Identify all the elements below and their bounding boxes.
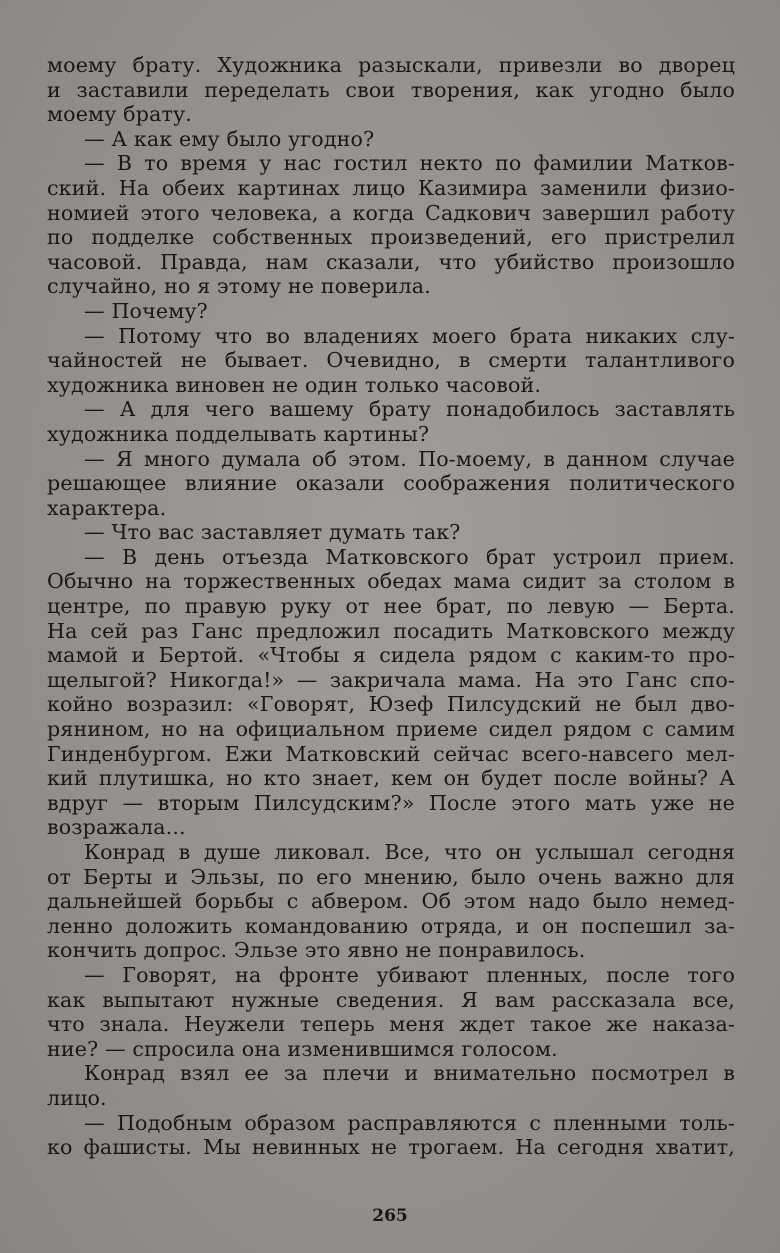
text-line: Обычно на торжественных обедах мама сидит за столом в: [47, 569, 735, 594]
text-line: чайностей не бывает. Очевидно, в смерти талантливого: [47, 348, 735, 373]
text-line: Конрад взял ее за плечи и внимательно посмотрел в: [84, 1061, 735, 1086]
text-line: — В день отъезда Матковского брат устроил прием.: [84, 544, 735, 569]
text-line: На сей раз Ганс предложил посадить Матковского между: [47, 618, 735, 643]
text-line: от Берты и Эльзы, по его мнению, было очень важно для: [47, 864, 735, 889]
text-line: — Я много думала об этом. По-моему, в данном случае: [84, 446, 735, 471]
text-line: — Почему?: [84, 298, 208, 323]
text-line: часовой. Правда, нам сказали, что убийство произошло: [47, 249, 735, 274]
text-line: характера.: [47, 495, 167, 520]
text-line: ние? — спросила она изменившимся голосом.: [47, 1036, 558, 1061]
text-line: и заставили переделать свои творения, как угодно было: [47, 77, 735, 102]
text-line: дальнейшей борьбы с абвером. Об этом надо было немед-: [47, 889, 735, 914]
text-line: — А как ему было угодно?: [84, 126, 375, 151]
text-line: художника подделывать картины?: [47, 421, 430, 446]
text-line: ленно доложить командованию отряда, и он поспешил за-: [47, 913, 735, 938]
body-text: [47, 53, 735, 1160]
text-line: вдруг — вторым Пилсудским?» После этого мать уже не: [47, 790, 735, 815]
text-line: лицо.: [47, 1085, 107, 1110]
page-number: 265: [372, 1206, 408, 1226]
text-line: по подделке собственных произведений, его пристрелил: [47, 225, 735, 250]
text-line: — Потому что во владениях моего брата никаких слу-: [84, 323, 735, 348]
text-line: возражала...: [47, 815, 186, 840]
text-line: как выпытают нужные сведения. Я вам рассказала все,: [47, 987, 735, 1012]
text-line: мамой и Бертой. «Чтобы я сидела рядом с каким-то про-: [47, 643, 735, 668]
text-line: моему брату. Художника разыскали, привезли во дворец: [47, 53, 735, 77]
text-line: ко фашисты. Мы невинных не трогаем. На сегодня хватит,: [47, 1135, 735, 1160]
text-line: койно возразил: «Говорят, Юзеф Пилсудский не был дво-: [47, 692, 735, 717]
text-line: моему брату.: [47, 102, 193, 127]
text-line: — Что вас заставляет думать так?: [84, 520, 461, 545]
text-line: номией этого человека, а когда Садкович завершил работу: [47, 200, 735, 225]
text-line: случайно, но я этому не поверила.: [47, 274, 431, 299]
text-line: рянином, но на официальном приеме сидел рядом с самим: [47, 717, 735, 742]
text-line: щелыгой? Никогда!» — закричала мама. На это Ганс спо-: [47, 667, 735, 692]
text-line: кончить допрос. Эльзе это явно не понравилось.: [47, 938, 586, 963]
text-line: — А для чего вашему брату понадобилось заставлять: [84, 397, 735, 422]
text-line: ский. На обеих картинах лицо Казимира заменили физио-: [47, 175, 735, 200]
text-line: — Говорят, на фронте убивают пленных, после того: [84, 962, 735, 987]
text-line: что знала. Неужели теперь меня ждет такое же наказа-: [47, 1012, 735, 1037]
text-line: решающее влияние оказали соображения политического: [47, 471, 735, 496]
text-line: Конрад в душе ликовал. Все, что он услышал сегодня: [84, 840, 735, 864]
text-line: — Подобным образом расправляются с пленными толь-: [84, 1110, 735, 1135]
text-line: художника виновен не один только часовой.: [47, 372, 542, 397]
text-line: центре, по правую руку от нее брат, по левую — Берта.: [47, 594, 735, 619]
text-line: Гинденбургом. Ежи Матковский сейчас всего-навсего мел-: [47, 741, 735, 766]
text-line: кий плутишка, но кто знает, кем он будет после войны? А: [47, 766, 735, 791]
text-line: — В то время у нас гостил некто по фамилии Матков-: [84, 151, 735, 176]
